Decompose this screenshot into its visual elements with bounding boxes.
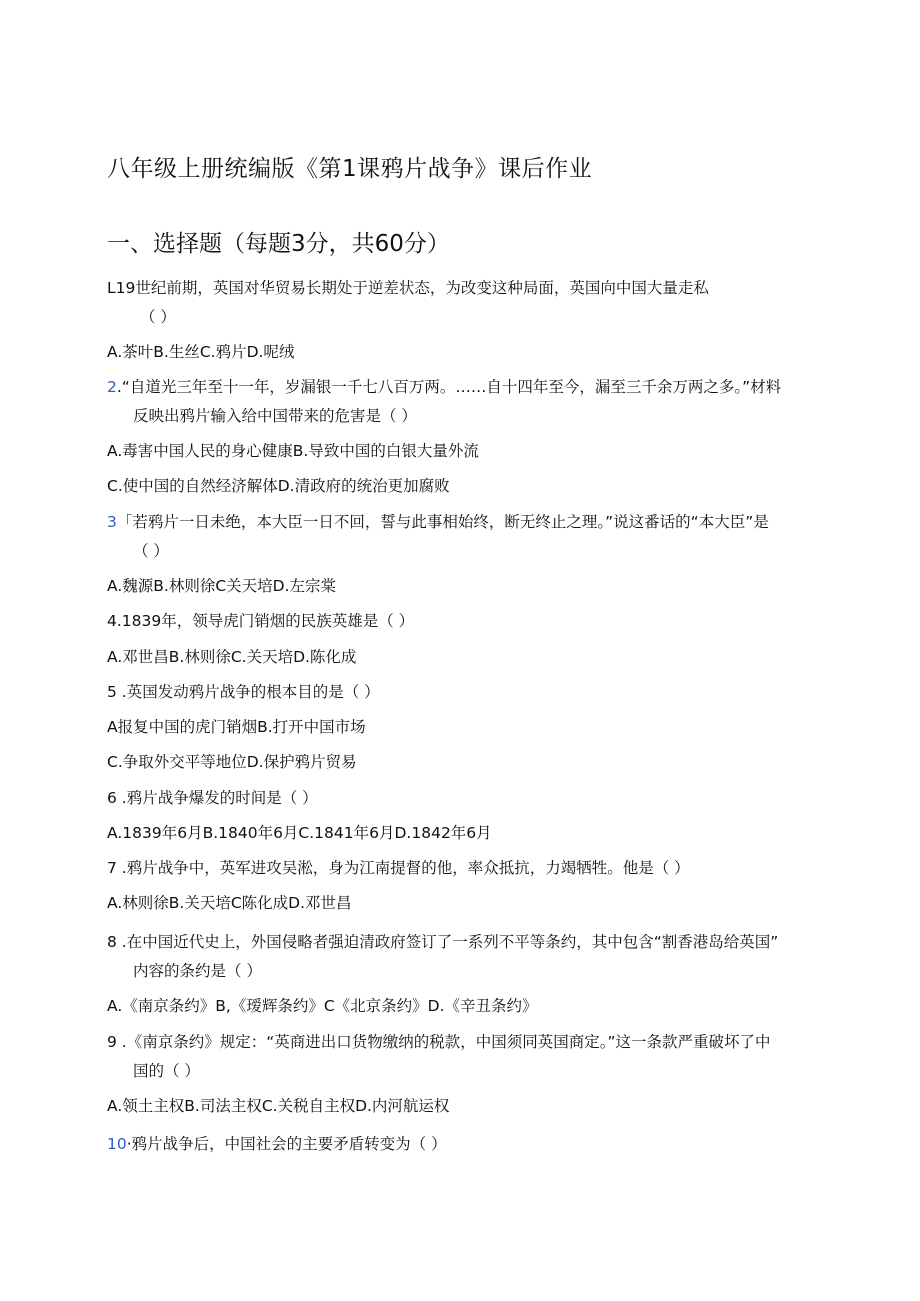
question-8-stem-cont: 内容的条约是（ ） (133, 962, 262, 980)
question-3-stem: 「若鸦片一日未绝，本大臣一日不回，誓与此事相始终，断无终止之理。”说这番话的“本大臣”是 (116, 513, 769, 531)
question-2-stem: .“自道光三年至十一年，岁漏银一千七八百万两。……自十四年至今，漏至三千余万两之多。”材料 (116, 378, 782, 396)
question-3-blank: （ ） (133, 542, 169, 560)
question-1-stem: L19世纪前期，英国对华贸易长期处于逆差状态，为改变这种局面，英国向中国大量走私 (107, 279, 709, 297)
question-8-options: A.《南京条约》B,《瑷辉条约》C《北京条约》D.《辛丑条约》 (107, 997, 538, 1015)
question-5-options-ab: A报复中国的虎门销烟B.打开中国市场 (107, 718, 366, 736)
section-heading: 一、选择题（每题3分，共60分） (107, 231, 450, 257)
question-1-blank: （ ） (140, 308, 176, 326)
question-7-options: A.林则徐B.关天培C陈化成D.邓世昌 (107, 894, 352, 912)
question-2-options-ab: A.毒害中国人民的身心健康B.导致中国的白银大量外流 (107, 442, 479, 460)
question-2-options-cd: C.使中国的自然经济解体D.清政府的统治更加腐败 (107, 477, 450, 495)
question-7-stem: 7 .鸦片战争中，英军进攻吴淞，身为江南提督的他，率众抵抗，力竭牺牲。他是（ ） (107, 859, 690, 877)
question-2-number: 2 (107, 378, 117, 396)
question-1-options: A.茶叶B.生丝C.鸦片D.呢绒 (107, 343, 295, 361)
question-3-stem-line (107, 512, 769, 532)
question-5-options-cd: C.争取外交平等地位D.保护鸦片贸易 (107, 753, 357, 771)
question-3-number: 3 (107, 513, 117, 531)
question-9-stem-cont: 国的（ ） (133, 1062, 200, 1080)
question-10-stem: ·鸦片战争后，中国社会的主要矛盾转变为（ ） (126, 1135, 447, 1153)
question-9-options: A.领土主权B.司法主权C.关税自主权D.内河航运权 (107, 1097, 450, 1115)
question-4-options: A.邓世昌B.林则徐C.关天培D.陈化成 (107, 648, 357, 666)
question-8-stem: 8 .在中国近代史上，外国侵略者强迫清政府签订了一系列不平等条约，其中包含“割香港岛给英国” (107, 933, 779, 951)
question-2-stem-cont: 反映出鸦片输入给中国带来的危害是（ ） (133, 407, 417, 425)
question-9-stem: 9 .《南京条约》规定：“英商进出口货物缴纳的税款，中国须同英国商定。”这一条款严重破坏了中 (107, 1033, 771, 1051)
question-6-stem: 6 .鸦片战争爆发的时间是（ ） (107, 789, 318, 807)
question-6-options: A.1839年6月B.1840年6月C.1841年6月D.1842年6月 (107, 824, 492, 842)
question-2-stem-line (107, 377, 781, 397)
question-3-options: A.魏源B.林则徐C关天培D.左宗棠 (107, 577, 337, 595)
document-title: 八年级上册统编版《第1课鸦片战争》课后作业 (107, 156, 593, 182)
question-5-stem: 5 .英国发动鸦片战争的根本目的是（ ） (107, 683, 380, 701)
question-10-number: 10 (107, 1135, 127, 1153)
question-10-stem-line (107, 1134, 447, 1154)
question-4-stem: 4.1839年，领导虎门销烟的民族英雄是（ ） (107, 612, 415, 630)
